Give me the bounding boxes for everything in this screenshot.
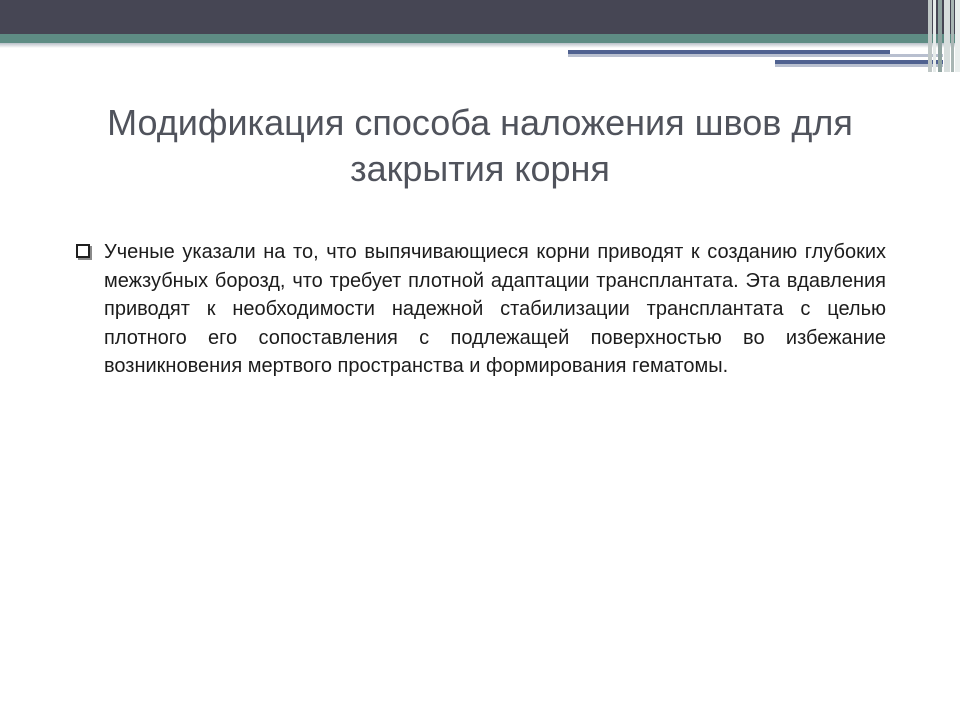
hollow-square-bullet-icon [76,244,90,258]
header-shadow [0,43,960,48]
decorative-line [568,54,943,57]
decorative-strip [928,0,932,72]
decorative-strip [938,0,942,72]
bullet-list [76,238,886,381]
decorative-strip [955,0,960,72]
decorative-strip [944,0,950,72]
slide-title: Модификация способа наложения швов для закрытия корня [107,102,853,189]
header-band [0,0,960,34]
bullet-text: Ученые указали на то, что выпячивающиеся корни приводят к созданию глубоких межзубных борозд, что требует плотной адаптации трансплантата. Эта вдавления приводят к необходимости надежной стабилизации трансплантата с целью плотного его сопоставления с подлежащей поверхностью во избежание возникновения мертвого пространства и формирования гематомы. [104,241,886,378]
decorative-strip [951,0,954,72]
decorative-line [775,64,943,67]
decorative-strip [933,0,936,72]
header-accent-band [0,34,960,43]
bullet-item [76,238,886,381]
